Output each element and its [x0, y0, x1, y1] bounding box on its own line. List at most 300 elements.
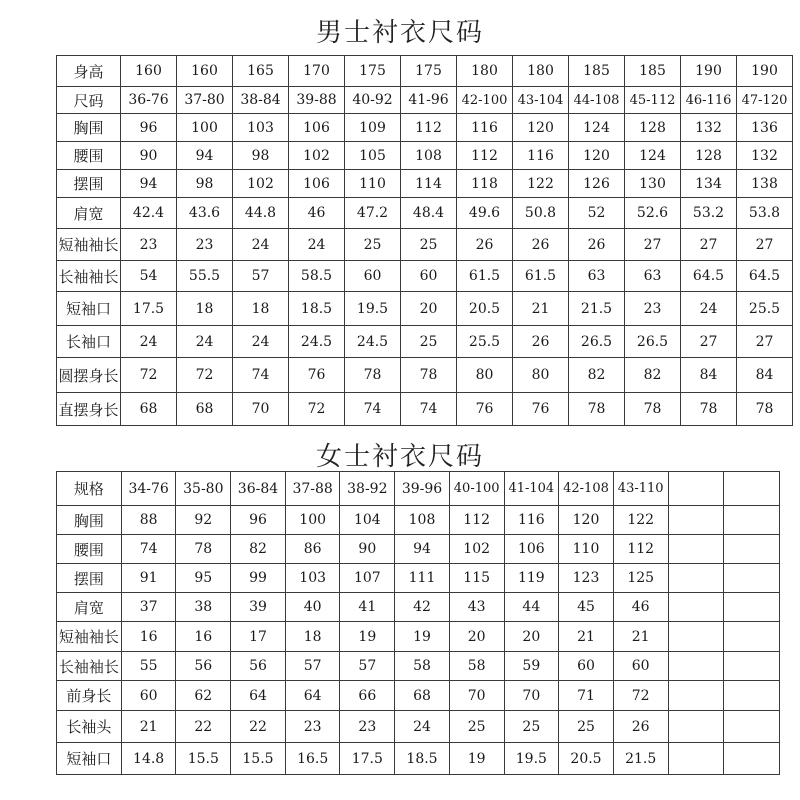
- table-cell: 116: [504, 506, 559, 535]
- table-cell: 20: [504, 622, 559, 652]
- table-cell: 76: [457, 393, 513, 426]
- table-cell: 98: [177, 170, 233, 198]
- table-cell: 24: [395, 711, 450, 743]
- table-cell: 26: [513, 326, 569, 358]
- table-cell: 105: [345, 142, 401, 170]
- table-cell: 56: [176, 652, 231, 681]
- table-cell: 120: [569, 142, 625, 170]
- row-label: 尺码: [57, 87, 121, 114]
- table-cell: [724, 681, 780, 711]
- row-label: 短袖袖长: [57, 622, 122, 652]
- table-cell: 70: [504, 681, 559, 711]
- table-cell: 112: [613, 535, 668, 564]
- table-cell: 58: [395, 652, 450, 681]
- table-cell: 43: [449, 593, 504, 622]
- table-cell: 74: [401, 393, 457, 426]
- table-cell: 68: [177, 393, 233, 426]
- table-row: [57, 711, 780, 743]
- row-label: 短袖口: [57, 292, 121, 326]
- table-cell: 24.5: [345, 326, 401, 358]
- table-row: [57, 229, 793, 261]
- table-cell: 46-116: [681, 87, 737, 114]
- table-cell: 36-84: [231, 472, 286, 506]
- table-cell: 18.5: [395, 743, 450, 775]
- table-cell: 68: [121, 393, 177, 426]
- row-label: 短袖口: [57, 743, 122, 775]
- table-cell: 106: [504, 535, 559, 564]
- table-cell: 25.5: [737, 292, 793, 326]
- table-cell: 54: [121, 261, 177, 292]
- table-cell: 185: [569, 56, 625, 87]
- row-label: 腰围: [57, 142, 121, 170]
- table-cell: 175: [401, 56, 457, 87]
- table-cell: 84: [737, 358, 793, 393]
- table-cell: 19.5: [345, 292, 401, 326]
- table-cell: 102: [289, 142, 345, 170]
- table-cell: 44-108: [569, 87, 625, 114]
- table-cell: 15.5: [176, 743, 231, 775]
- table-cell: 17: [231, 622, 286, 652]
- table-cell: 27: [737, 326, 793, 358]
- table-cell: 25: [504, 711, 559, 743]
- table-cell: 39: [231, 593, 286, 622]
- table-cell: 24: [681, 292, 737, 326]
- table-cell: 165: [233, 56, 289, 87]
- table-cell: 104: [340, 506, 395, 535]
- row-label: 胸围: [57, 506, 122, 535]
- table-cell: [668, 681, 724, 711]
- table-cell: [668, 711, 724, 743]
- table-cell: 40-100: [449, 472, 504, 506]
- table-cell: 16: [176, 622, 231, 652]
- table-cell: 86: [285, 535, 340, 564]
- table-cell: 57: [233, 261, 289, 292]
- table-row: [57, 622, 780, 652]
- table-cell: 82: [625, 358, 681, 393]
- table-cell: 26: [569, 229, 625, 261]
- table-row: [57, 535, 780, 564]
- table-cell: 24: [289, 229, 345, 261]
- table-cell: 21.5: [613, 743, 668, 775]
- row-label: 短袖袖长: [57, 229, 121, 261]
- table-cell: 26: [613, 711, 668, 743]
- row-label: 胸围: [57, 114, 121, 142]
- table-cell: 132: [737, 142, 793, 170]
- table-cell: 110: [559, 535, 614, 564]
- table-cell: 19: [449, 743, 504, 775]
- table-cell: 21: [559, 622, 614, 652]
- table-cell: 42-108: [559, 472, 614, 506]
- table-cell: 90: [340, 535, 395, 564]
- table-cell: 112: [401, 114, 457, 142]
- table-cell: [668, 743, 724, 775]
- table-cell: 95: [176, 564, 231, 593]
- table-cell: 38-92: [340, 472, 395, 506]
- table-row: [57, 56, 793, 87]
- table-cell: 27: [737, 229, 793, 261]
- table-cell: 25.5: [457, 326, 513, 358]
- table-cell: [724, 593, 780, 622]
- table-cell: 24: [233, 326, 289, 358]
- table-cell: 25: [449, 711, 504, 743]
- table-cell: 120: [513, 114, 569, 142]
- table-cell: 17.5: [340, 743, 395, 775]
- table-cell: 72: [177, 358, 233, 393]
- table-row: [57, 114, 793, 142]
- table-cell: 53.2: [681, 198, 737, 229]
- table-cell: 20: [401, 292, 457, 326]
- table-row: [57, 261, 793, 292]
- table-cell: 44.8: [233, 198, 289, 229]
- table-cell: 124: [625, 142, 681, 170]
- table-cell: [668, 652, 724, 681]
- table-row: [57, 292, 793, 326]
- table-cell: 64: [285, 681, 340, 711]
- table-row: [57, 142, 793, 170]
- table-cell: 94: [121, 170, 177, 198]
- table-cell: 20: [449, 622, 504, 652]
- table-cell: 63: [625, 261, 681, 292]
- table-cell: 59: [504, 652, 559, 681]
- table-cell: [668, 506, 724, 535]
- table-cell: 22: [231, 711, 286, 743]
- table-cell: 128: [681, 142, 737, 170]
- table-cell: 72: [121, 358, 177, 393]
- table-cell: 61.5: [513, 261, 569, 292]
- table-cell: 80: [457, 358, 513, 393]
- table-cell: 78: [345, 358, 401, 393]
- table-cell: 122: [513, 170, 569, 198]
- table-row: [57, 87, 793, 114]
- table-cell: 109: [345, 114, 401, 142]
- table-cell: [724, 535, 780, 564]
- table-cell: 185: [625, 56, 681, 87]
- table-row: [57, 743, 780, 775]
- table-cell: [724, 743, 780, 775]
- men-size-chart-title: 男士衬衣尺码: [315, 18, 484, 48]
- table-cell: 39-88: [289, 87, 345, 114]
- table-cell: 18: [177, 292, 233, 326]
- table-cell: 49.6: [457, 198, 513, 229]
- table-row: [57, 564, 780, 593]
- table-cell: 130: [625, 170, 681, 198]
- table-cell: 106: [289, 170, 345, 198]
- table-cell: 48.4: [401, 198, 457, 229]
- table-cell: 40: [285, 593, 340, 622]
- table-cell: 123: [559, 564, 614, 593]
- table-cell: 107: [340, 564, 395, 593]
- table-cell: 160: [121, 56, 177, 87]
- table-cell: [724, 652, 780, 681]
- table-cell: 45: [559, 593, 614, 622]
- table-cell: 46: [289, 198, 345, 229]
- table-cell: 60: [121, 681, 176, 711]
- table-cell: 35-80: [176, 472, 231, 506]
- table-cell: 125: [613, 564, 668, 593]
- table-cell: 23: [121, 229, 177, 261]
- table-cell: 128: [625, 114, 681, 142]
- table-cell: 55.5: [177, 261, 233, 292]
- table-row: [57, 506, 780, 535]
- table-cell: 96: [121, 114, 177, 142]
- table-cell: [724, 472, 780, 506]
- table-cell: 91: [121, 564, 176, 593]
- table-cell: 27: [681, 229, 737, 261]
- table-cell: 37-80: [177, 87, 233, 114]
- table-cell: 180: [457, 56, 513, 87]
- table-cell: 78: [176, 535, 231, 564]
- row-label: 长袖口: [57, 326, 121, 358]
- table-cell: 122: [613, 506, 668, 535]
- table-cell: 27: [625, 229, 681, 261]
- table-cell: 88: [121, 506, 176, 535]
- table-cell: 116: [513, 142, 569, 170]
- table-cell: 18: [233, 292, 289, 326]
- table-cell: 64.5: [681, 261, 737, 292]
- table-cell: 62: [176, 681, 231, 711]
- row-label: 肩宽: [57, 198, 121, 229]
- table-cell: [668, 622, 724, 652]
- table-cell: 18.5: [289, 292, 345, 326]
- table-cell: 47-120: [737, 87, 793, 114]
- table-cell: 71: [559, 681, 614, 711]
- table-cell: [724, 711, 780, 743]
- table-cell: 41: [340, 593, 395, 622]
- table-cell: 110: [345, 170, 401, 198]
- table-cell: 118: [457, 170, 513, 198]
- table-cell: 19.5: [504, 743, 559, 775]
- table-cell: 16: [121, 622, 176, 652]
- table-cell: 84: [681, 358, 737, 393]
- row-label: 前身长: [57, 681, 122, 711]
- table-row: [57, 170, 793, 198]
- table-cell: 23: [177, 229, 233, 261]
- table-cell: 21: [613, 622, 668, 652]
- table-cell: 134: [681, 170, 737, 198]
- table-cell: 120: [559, 506, 614, 535]
- table-cell: 180: [513, 56, 569, 87]
- table-cell: 26.5: [625, 326, 681, 358]
- table-cell: 36-76: [121, 87, 177, 114]
- table-cell: 74: [121, 535, 176, 564]
- table-cell: 82: [231, 535, 286, 564]
- table-cell: 43-110: [613, 472, 668, 506]
- table-cell: 119: [504, 564, 559, 593]
- table-row: [57, 472, 780, 506]
- table-row: [57, 326, 793, 358]
- table-cell: 112: [449, 506, 504, 535]
- table-cell: 25: [345, 229, 401, 261]
- table-cell: [668, 472, 724, 506]
- table-cell: [668, 535, 724, 564]
- table-cell: 25: [559, 711, 614, 743]
- table-cell: 70: [449, 681, 504, 711]
- table-cell: 19: [340, 622, 395, 652]
- table-cell: 64.5: [737, 261, 793, 292]
- table-cell: 24: [233, 229, 289, 261]
- table-cell: 43-104: [513, 87, 569, 114]
- table-cell: 74: [345, 393, 401, 426]
- table-cell: 27: [681, 326, 737, 358]
- table-cell: 42.4: [121, 198, 177, 229]
- table-cell: 22: [176, 711, 231, 743]
- table-cell: [668, 564, 724, 593]
- row-label: 长袖袖长: [57, 652, 122, 681]
- table-cell: [724, 622, 780, 652]
- table-cell: 53.8: [737, 198, 793, 229]
- table-cell: 45-112: [625, 87, 681, 114]
- table-cell: 98: [233, 142, 289, 170]
- table-cell: 57: [285, 652, 340, 681]
- table-cell: 106: [289, 114, 345, 142]
- table-cell: [668, 593, 724, 622]
- table-cell: 190: [737, 56, 793, 87]
- table-cell: 63: [569, 261, 625, 292]
- row-label: 长袖头: [57, 711, 122, 743]
- table-cell: 76: [289, 358, 345, 393]
- table-cell: 138: [737, 170, 793, 198]
- table-cell: 100: [285, 506, 340, 535]
- table-cell: 25: [401, 229, 457, 261]
- women-size-chart-title: 女士衬衣尺码: [315, 442, 484, 472]
- row-label: 腰围: [57, 535, 122, 564]
- table-cell: 82: [569, 358, 625, 393]
- table-row: [57, 358, 793, 393]
- table-cell: 108: [395, 506, 450, 535]
- table-cell: 100: [177, 114, 233, 142]
- table-cell: 102: [233, 170, 289, 198]
- table-cell: 92: [176, 506, 231, 535]
- table-cell: 78: [401, 358, 457, 393]
- table-cell: 24: [121, 326, 177, 358]
- table-cell: 26.5: [569, 326, 625, 358]
- table-cell: 111: [395, 564, 450, 593]
- row-label: 身高: [57, 56, 121, 87]
- table-cell: 74: [233, 358, 289, 393]
- table-cell: 15.5: [231, 743, 286, 775]
- table-cell: 103: [233, 114, 289, 142]
- men-size-table: [56, 55, 793, 426]
- table-cell: 72: [613, 681, 668, 711]
- table-cell: 90: [121, 142, 177, 170]
- table-cell: 60: [401, 261, 457, 292]
- table-cell: 78: [737, 393, 793, 426]
- table-cell: 96: [231, 506, 286, 535]
- table-cell: 112: [457, 142, 513, 170]
- table-cell: 78: [625, 393, 681, 426]
- row-label: 摆围: [57, 170, 121, 198]
- table-row: [57, 652, 780, 681]
- table-cell: [724, 506, 780, 535]
- table-cell: 19: [395, 622, 450, 652]
- table-cell: 64: [231, 681, 286, 711]
- row-label: 肩宽: [57, 593, 122, 622]
- table-cell: 38-84: [233, 87, 289, 114]
- table-cell: 26: [513, 229, 569, 261]
- table-cell: 175: [345, 56, 401, 87]
- table-cell: 46: [613, 593, 668, 622]
- row-label: 直摆身长: [57, 393, 121, 426]
- table-cell: 23: [285, 711, 340, 743]
- table-cell: 40-92: [345, 87, 401, 114]
- table-cell: 43.6: [177, 198, 233, 229]
- table-cell: 103: [285, 564, 340, 593]
- table-cell: 102: [449, 535, 504, 564]
- table-cell: 78: [681, 393, 737, 426]
- table-cell: 58.5: [289, 261, 345, 292]
- table-cell: 42-100: [457, 87, 513, 114]
- table-cell: 34-76: [121, 472, 176, 506]
- table-cell: 50.8: [513, 198, 569, 229]
- table-cell: [724, 564, 780, 593]
- women-size-table: [56, 471, 780, 775]
- table-cell: 108: [401, 142, 457, 170]
- table-cell: 116: [457, 114, 513, 142]
- table-cell: 72: [289, 393, 345, 426]
- table-cell: 37-88: [285, 472, 340, 506]
- table-cell: 68: [395, 681, 450, 711]
- table-cell: 41-96: [401, 87, 457, 114]
- table-cell: 21: [121, 711, 176, 743]
- table-cell: 52: [569, 198, 625, 229]
- table-row: [57, 593, 780, 622]
- table-cell: 60: [345, 261, 401, 292]
- table-cell: 126: [569, 170, 625, 198]
- table-cell: 20.5: [559, 743, 614, 775]
- table-cell: 190: [681, 56, 737, 87]
- table-cell: 61.5: [457, 261, 513, 292]
- row-label: 摆围: [57, 564, 122, 593]
- table-cell: 170: [289, 56, 345, 87]
- table-cell: 26: [457, 229, 513, 261]
- row-label: 长袖袖长: [57, 261, 121, 292]
- row-label: 规格: [57, 472, 122, 506]
- table-cell: 80: [513, 358, 569, 393]
- table-cell: 21: [513, 292, 569, 326]
- table-cell: 47.2: [345, 198, 401, 229]
- table-cell: 66: [340, 681, 395, 711]
- table-cell: 58: [449, 652, 504, 681]
- table-cell: 14.8: [121, 743, 176, 775]
- row-label: 圆摆身长: [57, 358, 121, 393]
- table-cell: 160: [177, 56, 233, 87]
- table-row: [57, 681, 780, 711]
- table-cell: 17.5: [121, 292, 177, 326]
- table-cell: 18: [285, 622, 340, 652]
- table-cell: 114: [401, 170, 457, 198]
- table-cell: 52.6: [625, 198, 681, 229]
- table-cell: 124: [569, 114, 625, 142]
- table-cell: 39-96: [395, 472, 450, 506]
- table-cell: 115: [449, 564, 504, 593]
- table-cell: 99: [231, 564, 286, 593]
- table-row: [57, 198, 793, 229]
- table-cell: 16.5: [285, 743, 340, 775]
- table-row: [57, 393, 793, 426]
- table-cell: 37: [121, 593, 176, 622]
- table-cell: 20.5: [457, 292, 513, 326]
- table-cell: 60: [613, 652, 668, 681]
- table-cell: 94: [395, 535, 450, 564]
- table-cell: 56: [231, 652, 286, 681]
- table-cell: 55: [121, 652, 176, 681]
- table-cell: 24.5: [289, 326, 345, 358]
- table-cell: 44: [504, 593, 559, 622]
- table-cell: 23: [625, 292, 681, 326]
- table-cell: 23: [340, 711, 395, 743]
- table-cell: 60: [559, 652, 614, 681]
- table-cell: 25: [401, 326, 457, 358]
